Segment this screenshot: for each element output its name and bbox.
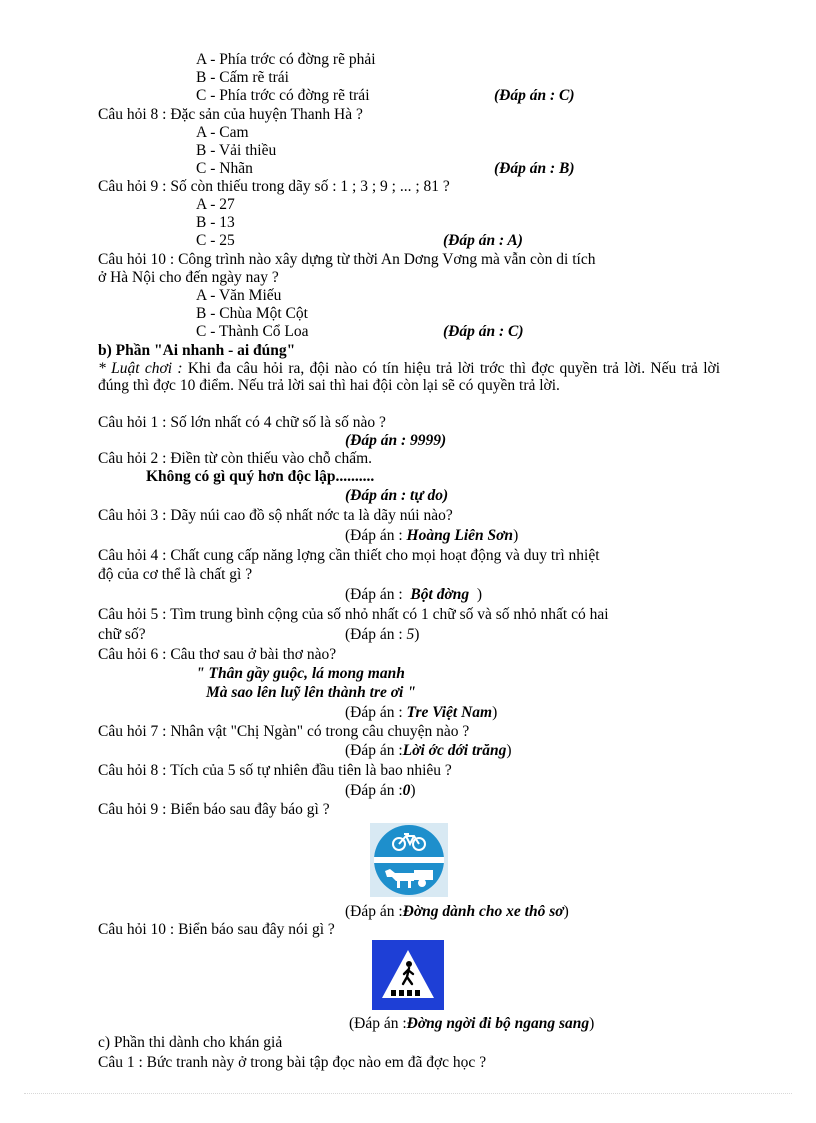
answer-value: 5	[406, 626, 415, 643]
question-text: Tích của 5 số tự nhiên đầu tiên là bao nhiêu ?	[170, 762, 452, 779]
question-text-cont: độ của cơ thể là chất gì ?	[98, 566, 253, 583]
question-2	[98, 450, 372, 468]
option-c: C - Nhãn	[196, 160, 253, 177]
question-label: Câu hỏi 4 :	[98, 547, 167, 564]
answer-value: Đờng ngời đi bộ ngang sang	[406, 1015, 590, 1032]
answer-prefix: (Đáp án :	[345, 704, 403, 721]
question-label: Câu hỏi 6 :	[98, 646, 167, 663]
answer-prefix: (Đáp án :	[345, 586, 403, 603]
answer	[345, 626, 419, 644]
answer-suffix: )	[513, 527, 519, 544]
question-label: Câu hỏi 9 :	[98, 801, 167, 818]
question-9	[98, 801, 330, 819]
question-label: Câu hỏi 3 :	[98, 507, 167, 524]
section-c-title: c) Phần thi dành cho khán giả	[98, 1034, 283, 1051]
answer-value: Đờng dành cho xe thô sơ	[402, 903, 564, 920]
question-text: Biển báo sau đây báo gì ?	[170, 801, 330, 818]
question-label: Câu hỏi 1 :	[98, 414, 167, 431]
answer-prefix: (Đáp án :	[345, 903, 403, 920]
question-text: Chất cung cấp năng lợng cần thiết cho mọi hoạt động và duy trì nhiệt	[170, 547, 600, 564]
answer-value: Lời ớc dới trăng	[402, 742, 507, 759]
answer: (Đáp án : tự do)	[345, 487, 449, 504]
question-text-cont: chữ số?	[98, 626, 146, 643]
question-label: Câu hỏi 8 :	[98, 106, 167, 123]
option-c: C - Thành Cổ Loa	[196, 323, 309, 340]
question-5	[98, 606, 609, 624]
answer-value: Hoàng Liên Sơn	[406, 527, 514, 544]
question-9	[98, 178, 450, 196]
answer-value: 0	[402, 782, 411, 799]
option-b: B - Chùa Một Cột	[196, 305, 308, 322]
bicycle-cart-lane-sign-icon	[370, 823, 448, 897]
question-8	[98, 762, 452, 780]
answer	[345, 704, 497, 722]
answer-suffix: )	[589, 1015, 595, 1032]
quote-line: Không có gì quý hơn độc lập..........	[146, 468, 375, 485]
answer: (Đáp án : A)	[443, 232, 523, 249]
rules-text: Khi đa câu hỏi ra, đội nào có tín hiệu trả lời trớc thì đợc quyền trả lời. Nếu trả lời đúng thì đợc 10 điểm. Nếu trả lời sai thì hai đội còn lại sẽ có quyền trả lời.	[98, 360, 721, 394]
question-text: Điền từ còn thiếu vào chỗ chấm.	[170, 450, 373, 467]
question-text-cont: ở Hà Nội cho đến ngày nay ?	[98, 269, 279, 286]
question-text: Nhân vật "Chị Ngàn" có trong câu chuyện nào ?	[170, 723, 470, 740]
option-b: B - Cấm rẽ trái	[196, 69, 289, 86]
question-label: Câu hỏi 9 :	[98, 178, 167, 195]
answer-suffix: )	[506, 742, 512, 759]
section-b-title: b) Phần "Ai nhanh - ai đúng"	[98, 342, 296, 359]
pedestrian-crossing-sign-icon	[372, 940, 444, 1010]
question-1	[98, 414, 386, 432]
answer	[345, 782, 416, 800]
question-label: Câu hỏi 5 :	[98, 606, 167, 623]
answer	[345, 742, 512, 760]
answer-prefix: (Đáp án :	[349, 1015, 407, 1032]
answer-suffix: )	[410, 782, 416, 799]
audience-question-1: Câu 1 : Bức tranh này ở trong bài tập đọc nào em đã đợc học ?	[98, 1054, 487, 1071]
answer: (Đáp án : B)	[494, 160, 575, 177]
page-footer-divider	[24, 1093, 792, 1094]
answer: (Đáp án : 9999)	[345, 432, 447, 449]
answer-value: Tre Việt Nam	[406, 704, 493, 721]
option-a: A - Phía trớc có đờng rẽ phải	[196, 51, 376, 68]
question-text: Biển báo sau đây nói gì ?	[178, 921, 335, 938]
option-a: A - 27	[196, 196, 235, 213]
question-10	[98, 921, 335, 939]
answer-prefix: (Đáp án :	[345, 626, 403, 643]
question-text: Công trình nào xây dựng từ thời An Dơng Vơng mà vẫn còn di tích	[178, 251, 596, 268]
option-c: C - 25	[196, 232, 235, 249]
question-text: Số lớn nhất có 4 chữ số là số nào ?	[170, 414, 386, 431]
question-10	[98, 251, 595, 269]
answer	[349, 1015, 594, 1033]
question-4	[98, 547, 600, 565]
question-text: Đặc sản của huyện Thanh Hà ?	[170, 106, 363, 123]
answer-prefix: (Đáp án :	[345, 782, 403, 799]
option-b: B - 13	[196, 214, 235, 231]
rules-label: * Luật chơi :	[98, 360, 183, 377]
answer	[345, 586, 482, 604]
question-text: Tìm trung bình cộng của số nhỏ nhất có 1 chữ số và số nhỏ nhất có hai	[170, 606, 609, 623]
option-b: B - Vải thiều	[196, 142, 277, 159]
question-8	[98, 106, 363, 124]
answer-suffix: )	[476, 586, 483, 603]
answer-suffix: )	[563, 903, 569, 920]
sign-graphic	[370, 823, 448, 897]
question-label: Câu hỏi 10 :	[98, 251, 175, 268]
question-label: Câu hỏi 8 :	[98, 762, 167, 779]
option-a: A - Văn Miếu	[196, 287, 282, 304]
question-3	[98, 507, 453, 525]
question-label: Câu hỏi 7 :	[98, 723, 167, 740]
answer	[345, 903, 569, 921]
answer-value: Bột đờng	[410, 586, 470, 603]
question-label: Câu hỏi 10 :	[98, 921, 175, 938]
question-text: Số còn thiếu trong dãy số : 1 ; 3 ; 9 ; ... ; 81 ?	[170, 178, 450, 195]
sign-graphic	[372, 940, 444, 1010]
option-a: A - Cam	[196, 124, 249, 141]
answer-prefix: (Đáp án :	[345, 527, 403, 544]
poem-line-1: " Thân gầy guộc, lá mong manh	[196, 665, 405, 682]
answer	[345, 527, 518, 545]
answer-suffix: )	[414, 626, 420, 643]
question-text: Dãy núi cao đồ sộ nhất nớc ta là dãy núi nào?	[170, 507, 453, 524]
answer: (Đáp án : C)	[443, 323, 524, 340]
question-text: Câu thơ sau ở bài thơ nào?	[170, 646, 337, 663]
question-7	[98, 723, 469, 741]
question-6	[98, 646, 336, 664]
answer-suffix: )	[492, 704, 498, 721]
answer-prefix: (Đáp án :	[345, 742, 403, 759]
poem-line-2: Mà sao lên luỹ lên thành tre ơi "	[206, 684, 416, 701]
rules-paragraph	[98, 360, 720, 394]
question-label: Câu hỏi 2 :	[98, 450, 167, 467]
option-c: C - Phía trớc có đờng rẽ trái	[196, 87, 370, 104]
answer: (Đáp án : C)	[494, 87, 575, 104]
